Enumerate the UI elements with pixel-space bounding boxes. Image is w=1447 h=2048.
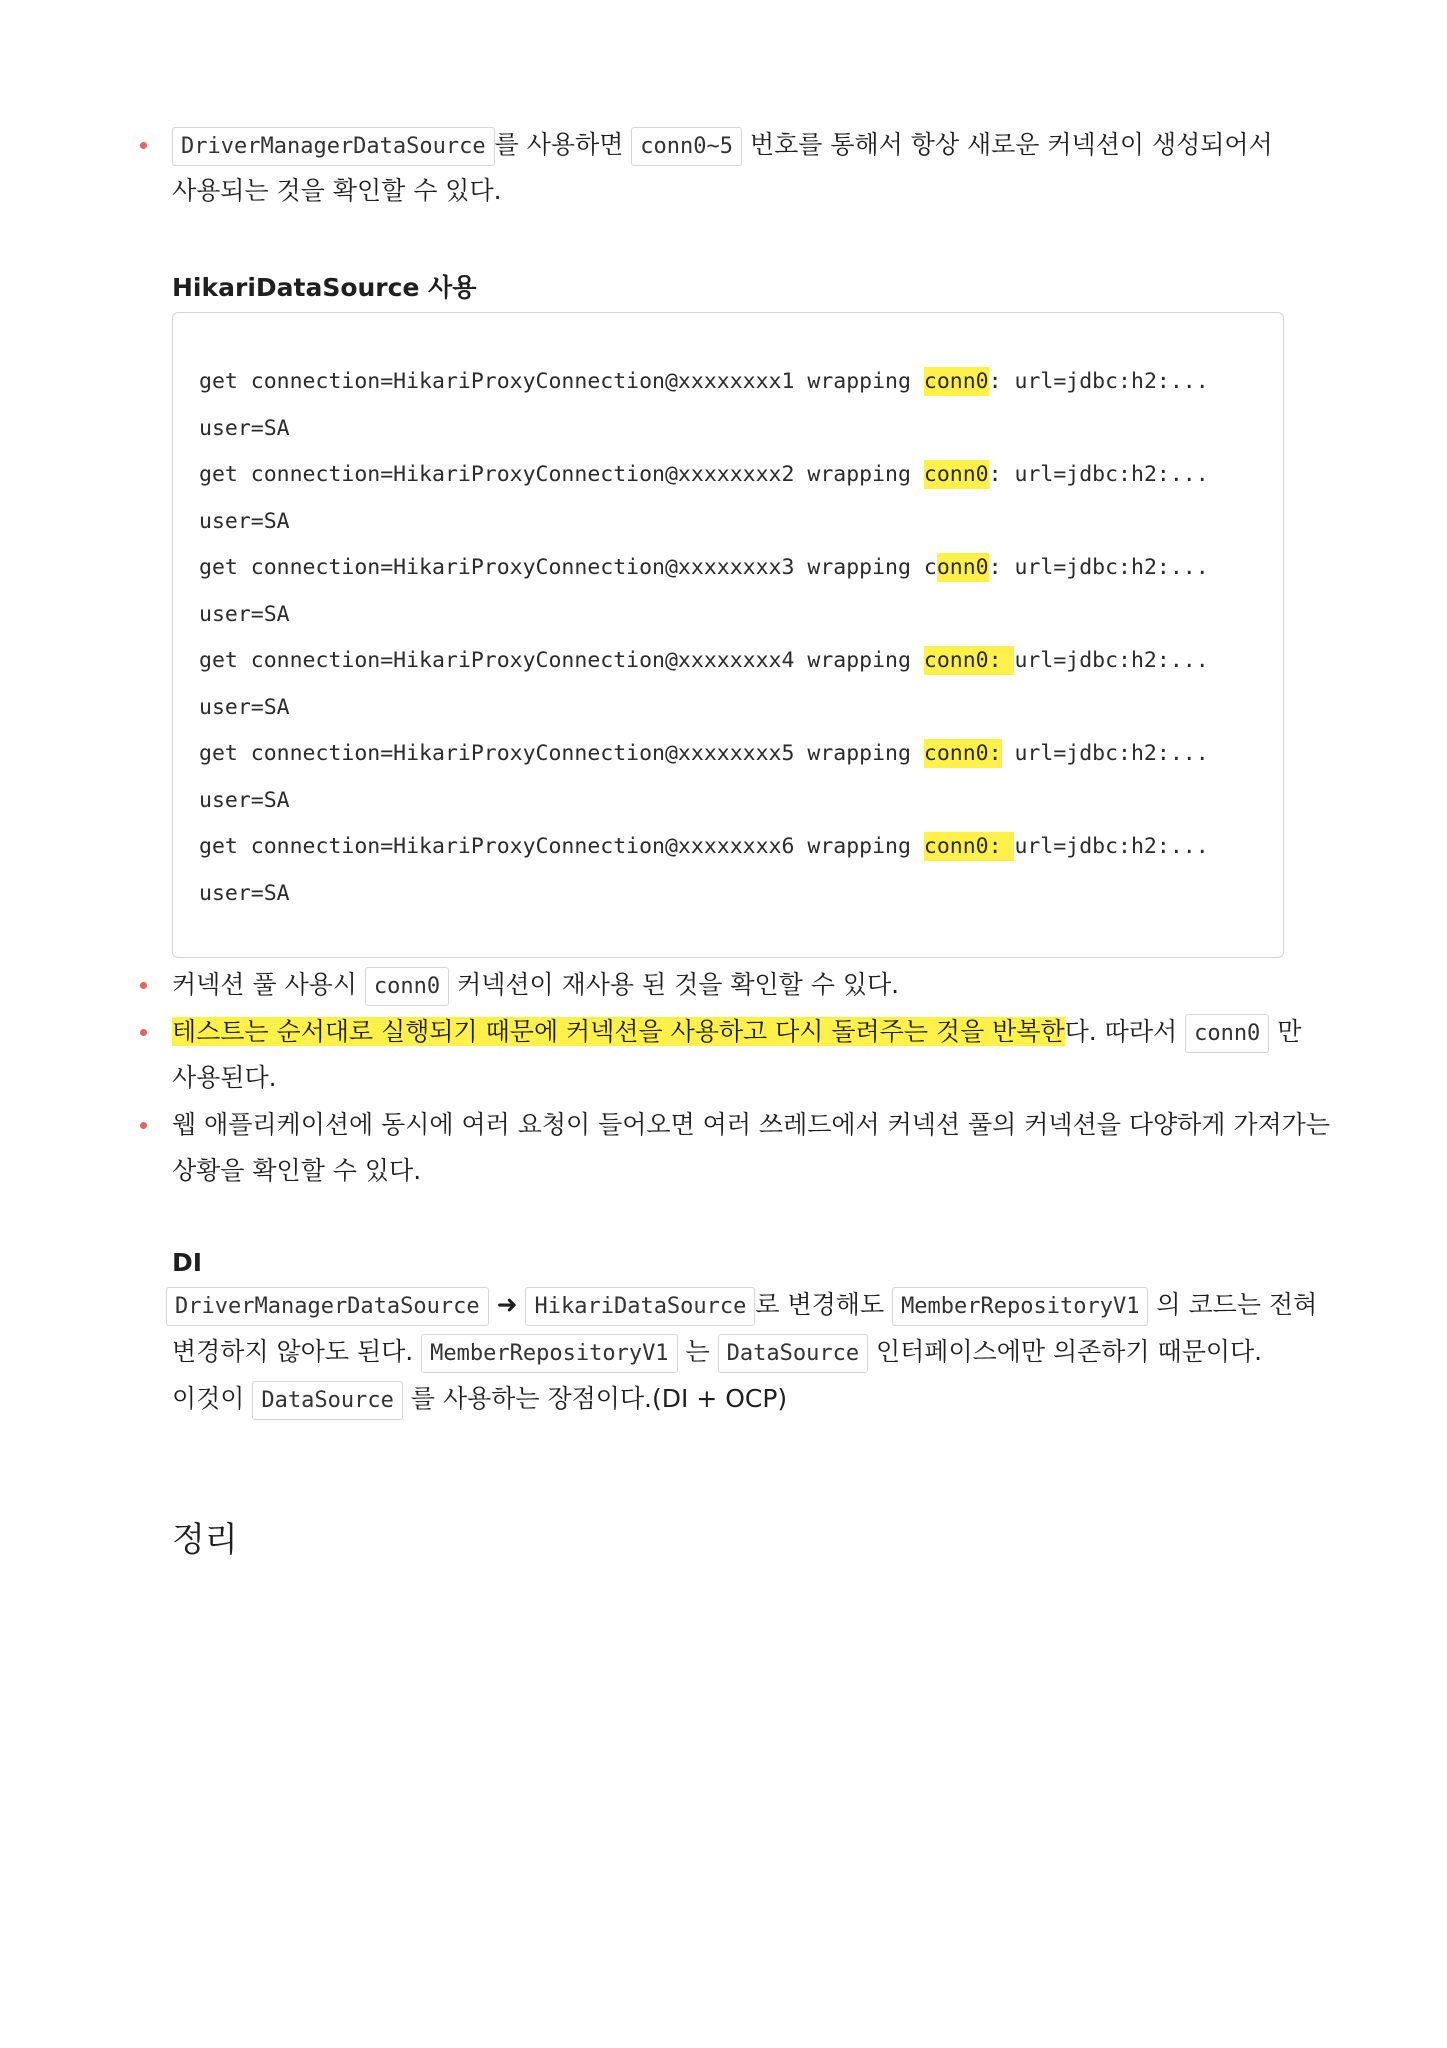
code-highlight: conn0 (923, 369, 989, 394)
bullet-item-web-app-line2 (172, 1148, 421, 1194)
bullet-item-sequential-line2 (172, 1055, 277, 1101)
code-line (199, 881, 290, 906)
code-line (199, 416, 290, 441)
code-highlight: onn0 (936, 555, 989, 580)
code-text: get connection=HikariProxyConnection@xxxxxxxx6 wrapping (199, 834, 924, 859)
di-paragraph-line1 (166, 1282, 1317, 1330)
inline-code: conn0 (365, 967, 449, 1006)
bullet-item-sequential (172, 1009, 1301, 1057)
text: 사용된다. (172, 1063, 277, 1092)
di-paragraph-line2 (172, 1329, 1262, 1377)
code-text: user=SA (199, 416, 290, 441)
code-line (199, 695, 290, 720)
inline-code: conn0 (1185, 1014, 1269, 1053)
text: 인터페이스에만 의존하기 때문이다. (868, 1337, 1263, 1366)
code-line (199, 555, 1209, 580)
text: 의 코드는 전혀 (1148, 1290, 1318, 1319)
code-text: url=jdbc:h2:... (1001, 741, 1209, 766)
code-line (199, 741, 1209, 766)
code-text: : url=jdbc:h2:... (988, 555, 1209, 580)
text: 로 변경해도 (755, 1290, 893, 1319)
bullet-marker (140, 1029, 147, 1036)
section-heading-summary: 정리 (172, 1520, 238, 1560)
text: 번호를 통해서 항상 새로운 커넥션이 생성되어서 (742, 130, 1273, 159)
text: 사용되는 것을 확인할 수 있다. (172, 176, 502, 205)
code-highlight: conn0: (923, 741, 1002, 766)
code-text: get connection=HikariProxyConnection@xxxxxxxx5 wrapping (199, 741, 924, 766)
code-highlight: conn0: (923, 834, 1015, 859)
section-heading-hikari: HikariDataSource 사용 (172, 273, 477, 302)
highlighted-text: 테스트는 순서대로 실행되기 때문에 커넥션을 사용하고 다시 돌려주는 것을 반복한 (172, 1017, 1065, 1046)
code-text: user=SA (199, 602, 290, 627)
bullet-item-datasource (172, 122, 1273, 170)
code-line (199, 602, 290, 627)
inline-code: MemberRepositoryV1 (421, 1334, 677, 1373)
bullet-marker (140, 142, 147, 149)
bullet-item-pool-reuse (172, 962, 899, 1010)
text: 다. 따라서 (1064, 1017, 1186, 1046)
bullet-marker (140, 1122, 147, 1129)
code-block (172, 312, 1284, 958)
code-text: user=SA (199, 695, 290, 720)
inline-code: conn0~5 (631, 127, 742, 166)
inline-code: DriverManagerDataSource (172, 127, 495, 166)
code-text: url=jdbc:h2:... (1014, 834, 1209, 859)
text: 변경하지 않아도 된다. (172, 1337, 422, 1366)
code-text: user=SA (199, 509, 290, 534)
text: 를 사용하면 (494, 130, 632, 159)
text: 상황을 확인할 수 있다. (172, 1156, 422, 1185)
code-line (199, 369, 1209, 394)
code-text: get connection=HikariProxyConnection@xxxxxxxx1 wrapping (199, 369, 924, 394)
inline-code: DriverManagerDataSource (166, 1287, 489, 1326)
code-highlight: conn0 (923, 462, 989, 487)
text: 이것이 (172, 1384, 253, 1413)
inline-code: DataSource (252, 1381, 402, 1420)
section-heading-di: DI (172, 1248, 203, 1277)
code-text: get connection=HikariProxyConnection@xxxxxxxx2 wrapping (199, 462, 924, 487)
code-highlight: conn0: (923, 648, 1015, 673)
code-text: user=SA (199, 788, 290, 813)
inline-code: HikariDataSource (525, 1287, 755, 1326)
code-text: user=SA (199, 881, 290, 906)
bullet-item-web-app (172, 1102, 1330, 1148)
bullet-marker (140, 982, 147, 989)
inline-code: DataSource (718, 1334, 868, 1373)
code-line (199, 509, 290, 534)
code-text: : url=jdbc:h2:... (988, 369, 1209, 394)
code-line (199, 462, 1209, 487)
code-text: : url=jdbc:h2:... (988, 462, 1209, 487)
text: 웹 애플리케이션에 동시에 여러 요청이 들어오면 여러 쓰레드에서 커넥션 풀의 커넥션을 다양하게 가져가는 (172, 1110, 1330, 1139)
code-line (199, 834, 1209, 859)
text: 는 (677, 1337, 718, 1366)
bullet-item-datasource-line2 (172, 168, 502, 214)
code-line (199, 788, 290, 813)
code-line (199, 648, 1209, 673)
di-paragraph-line3 (172, 1376, 787, 1424)
code-text: get connection=HikariProxyConnection@xxxxxxxx3 wrapping c (199, 555, 937, 580)
text: 를 사용하는 장점이다.(DI + OCP) (402, 1384, 788, 1413)
inline-code: MemberRepositoryV1 (892, 1287, 1148, 1326)
arrow-icon: ➜ (488, 1290, 526, 1319)
text: 커넥션이 재사용 된 것을 확인할 수 있다. (449, 970, 900, 999)
text: 커넥션 풀 사용시 (172, 970, 365, 999)
code-text: get connection=HikariProxyConnection@xxxxxxxx4 wrapping (199, 648, 924, 673)
text: 만 (1269, 1017, 1302, 1046)
code-text: url=jdbc:h2:... (1014, 648, 1209, 673)
